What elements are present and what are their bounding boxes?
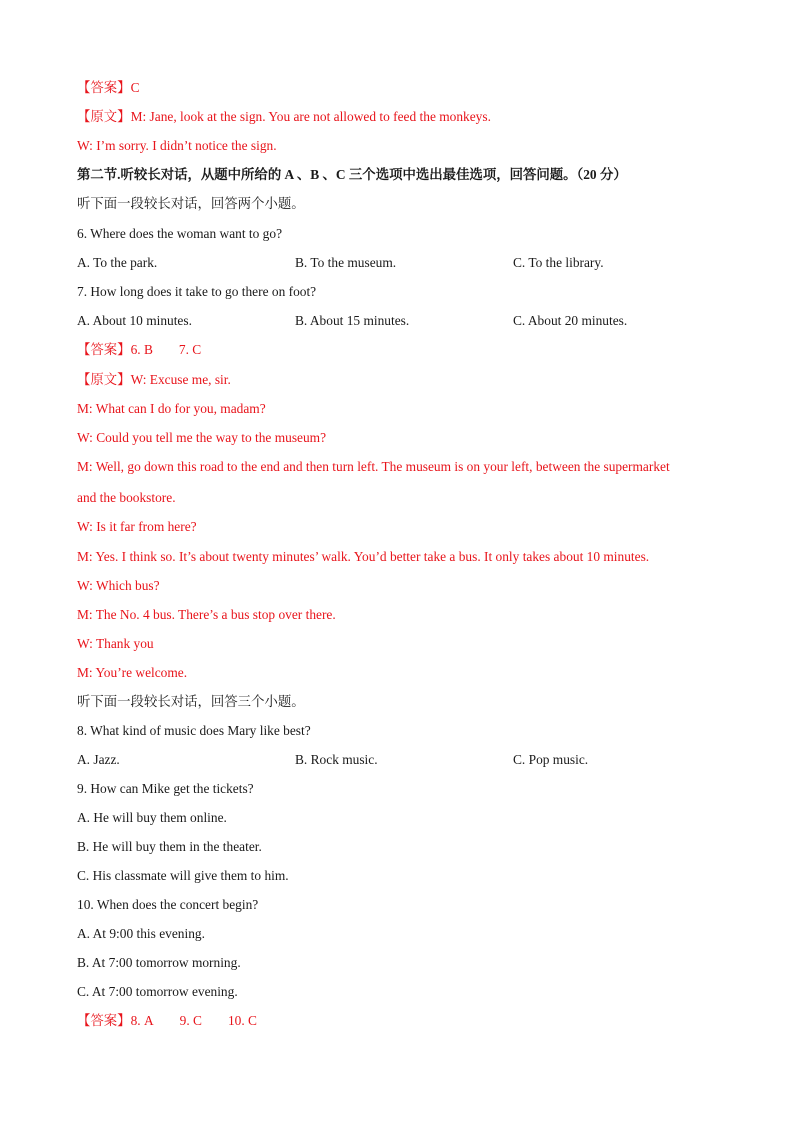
answer-q5 xyxy=(77,79,140,97)
q8-stem: 8. What kind of music does Mary like best? xyxy=(77,723,311,738)
transcript-q5-line1 xyxy=(77,108,491,126)
transcript-line: W: Could you tell me the way to the museum? xyxy=(77,430,327,445)
dialog1-intro: 听下面一段较长对话，回答两个小题。 xyxy=(77,196,305,211)
q6-option-a: A. To the park. xyxy=(77,255,158,270)
answer-tag: 【答案】 xyxy=(77,1013,131,1028)
answer-q8-q10 xyxy=(77,1012,257,1030)
transcript-line: M: What can I do for you, madam? xyxy=(77,401,266,416)
answer-tag: 【答案】 xyxy=(77,342,131,357)
answer-tag: 【答案】 xyxy=(77,80,131,95)
q6-option-c: C. To the library. xyxy=(513,255,604,270)
answer-value: C xyxy=(130,80,140,95)
q10-option-c: C. At 7:00 tomorrow evening. xyxy=(77,984,238,999)
q9-option-b: B. He will buy them in the theater. xyxy=(77,839,262,854)
transcript-tag: 【原文】 xyxy=(77,372,131,387)
q7-option-b: B. About 15 minutes. xyxy=(295,313,410,328)
transcript-line: W: Is it far from here? xyxy=(77,519,197,534)
q8-option-c: C. Pop music. xyxy=(513,752,589,767)
transcript-line: M: The No. 4 bus. There’s a bus stop over there. xyxy=(77,607,336,622)
transcript-line: and the bookstore. xyxy=(77,490,176,505)
q8-option-b: B. Rock music. xyxy=(295,752,378,767)
dialog2-intro: 听下面一段较长对话，回答三个小题。 xyxy=(77,694,305,709)
q7-option-c: C. About 20 minutes. xyxy=(513,313,628,328)
q8-option-a: A. Jazz. xyxy=(77,752,120,767)
transcript-text: M: Jane, look at the sign. You are not allowed to feed the monkeys. xyxy=(130,109,491,124)
transcript-line: W: Which bus? xyxy=(77,578,160,593)
q9-option-a: A. He will buy them online. xyxy=(77,810,227,825)
section2-heading: 第二节.听较长对话，从题中所给的 A 、B 、C 三个选项中选出最佳选项，回答问题。（20 分） xyxy=(77,167,627,182)
answer-value: 9. C xyxy=(179,1013,202,1028)
q10-option-a: A. At 9:00 this evening. xyxy=(77,926,205,941)
transcript-tag: 【原文】 xyxy=(77,109,131,124)
q7-option-a: A. About 10 minutes. xyxy=(77,313,192,328)
q6-option-b: B. To the museum. xyxy=(295,255,397,270)
transcript-q5-line2: W: I’m sorry. I didn’t notice the sign. xyxy=(77,138,277,153)
answer-value: 10. C xyxy=(227,1013,257,1028)
answer-q6-q7 xyxy=(77,341,201,359)
transcript-line: M: Well, go down this road to the end and then turn left. The museum is on your left, between the supermarket xyxy=(77,459,670,474)
transcript-line: W: Thank you xyxy=(77,636,154,651)
q7-stem: 7. How long does it take to go there on foot? xyxy=(77,284,317,299)
q9-option-c: C. His classmate will give them to him. xyxy=(77,868,289,883)
answer-value: 7. C xyxy=(178,342,202,357)
q10-option-b: B. At 7:00 tomorrow morning. xyxy=(77,955,241,970)
q9-stem: 9. How can Mike get the tickets? xyxy=(77,781,254,796)
transcript-line xyxy=(77,371,231,389)
q6-stem: 6. Where does the woman want to go? xyxy=(77,226,283,241)
transcript-line: M: You’re welcome. xyxy=(77,665,188,680)
transcript-line: M: Yes. I think so. It’s about twenty minutes’ walk. You’d better take a bus. It only takes about 10 minutes. xyxy=(77,549,650,564)
answer-value: 6. B xyxy=(130,342,153,357)
transcript-text: W: Excuse me, sir. xyxy=(130,372,231,387)
q10-stem: 10. When does the concert begin? xyxy=(77,897,259,912)
answer-value: 8. A xyxy=(130,1013,154,1028)
